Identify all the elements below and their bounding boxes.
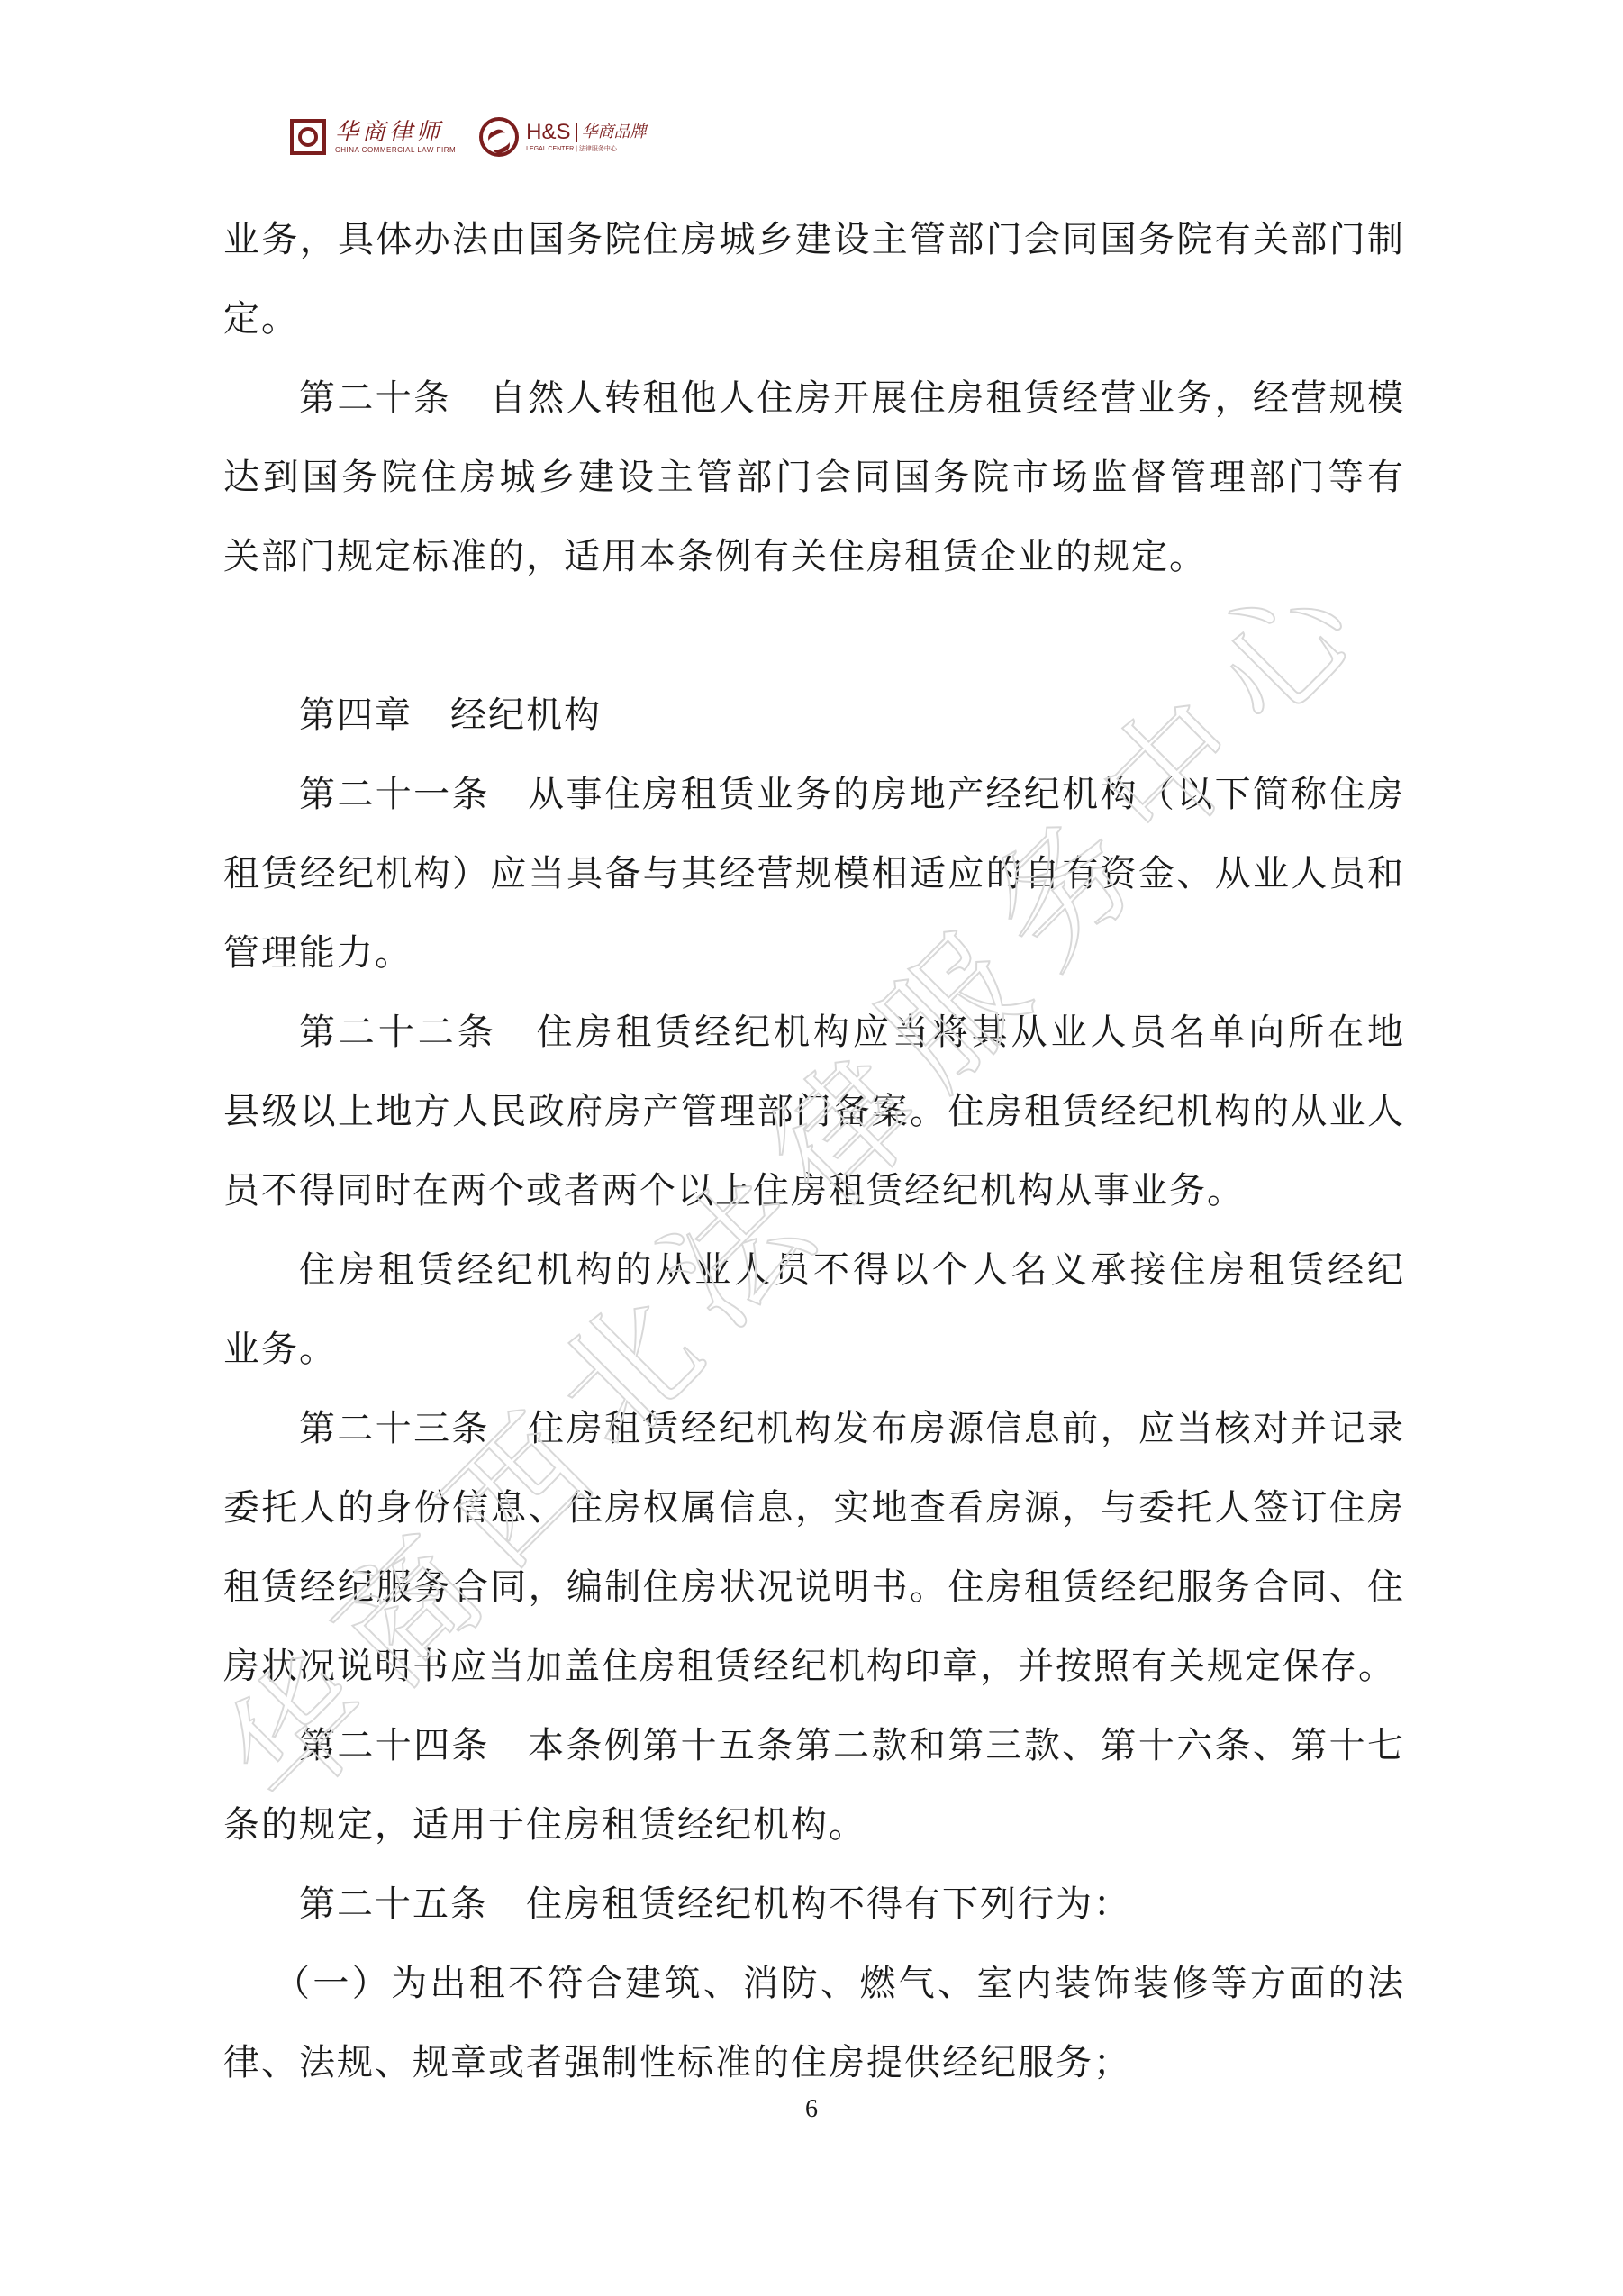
text-line: 管理能力。 [223, 932, 413, 974]
watermark-char: 商 [306, 1510, 513, 1717]
watermark-char: 法 [633, 1149, 840, 1357]
firm-name-en: CHINA COMMERCIAL LAW FIRM [335, 145, 457, 154]
document-body [223, 200, 1405, 2102]
paragraph-gap [223, 596, 1405, 676]
text-line: 房状况说明书应当加盖住房租赁经纪机构印章，并按照有关规定保存。 [223, 1646, 1396, 1687]
paragraph [223, 1706, 1405, 1865]
text-line: 第二十四条 本条例第十五条第二款和第三款、第十六条、第十七 [299, 1725, 1405, 1766]
text-line: 第四章 经纪机构 [299, 694, 602, 736]
watermark-char: 西 [415, 1389, 622, 1596]
hs-mark: H&S [526, 120, 571, 144]
text-line: （一）为出租不符合建筑、消防、燃气、室内装饰装修等方面的法 [274, 1963, 1405, 2004]
hs-subtitle: LEGAL CENTER | 法律服务中心 [526, 146, 617, 152]
paragraph [223, 1230, 1405, 1389]
text-line: 第二十三条 住房租赁经纪机构发布房源信息前，应当核对并记录 [299, 1408, 1405, 1449]
paragraph [223, 358, 1405, 596]
square-seal-icon [290, 119, 326, 155]
paragraph [223, 993, 1405, 1230]
watermark-char: 华 [197, 1629, 404, 1837]
text-line: 委托人的身份信息、住房权属信息，实地查看房源，与委托人签订住房 [223, 1487, 1405, 1529]
watermark-char: 心 [1179, 549, 1386, 756]
text-line: 第二十二条 住房租赁经纪机构应当将其从业人员名单向所在地 [299, 1012, 1405, 1053]
text-line: 员不得同时在两个或者两个以上住房租赁经纪机构从事业务。 [223, 1170, 1245, 1212]
watermark-char: 服 [852, 909, 1059, 1116]
text-line: 第二十条 自然人转租他人住房开展住房租赁经营业务，经营规模 [299, 377, 1405, 419]
paragraph [223, 755, 1405, 996]
paragraph [223, 1865, 1405, 1944]
circle-emblem-icon [479, 117, 519, 157]
text-line: 业务。 [223, 1329, 337, 1370]
paragraph [223, 1389, 1405, 1706]
legal-center-logo [479, 117, 646, 157]
text-line: 律、法规、规章或者强制性标准的住房提供经纪服务； [223, 2042, 1131, 2083]
firm-name-cn: 华商律师 [335, 118, 444, 146]
text-line: 住房租赁经纪机构的从业人员不得以个人名义承接住房租赁经纪 [299, 1249, 1405, 1291]
watermark-char: 律 [742, 1029, 950, 1236]
text-line: 租赁经纪服务合同，编制住房状况说明书。住房租赁经纪服务合同、住 [223, 1566, 1405, 1608]
text-line: 达到国务院住房城乡建设主管部门会同国务院市场监督管理部门等有 [223, 457, 1405, 498]
page-number: 6 [805, 2095, 818, 2123]
paragraph [223, 1944, 1405, 2102]
text-line: 租赁经纪机构）应当具备与其经营规模相适应的自有资金、从业人员和 [223, 853, 1405, 894]
law-firm-logo [290, 119, 456, 155]
hs-name-cn: 华商品牌 [581, 123, 647, 141]
logo-divider [576, 123, 577, 142]
watermark-char: 务 [961, 789, 1168, 996]
text-line: 第二十一条 从事住房租赁业务的房地产经纪机构（以下简称住房 [299, 774, 1405, 815]
text-line: 县级以上地方人民政府房产管理部门备案。住房租赁经纪机构的从业人 [223, 1091, 1405, 1132]
paragraph [223, 676, 1405, 755]
text-line: 业务，具体办法由国务院住房城乡建设主管部门会同国务院有关部门制 [223, 219, 1405, 260]
text-line: 定。 [223, 298, 299, 340]
text-line: 第二十五条 住房租赁经纪机构不得有下列行为： [299, 1883, 1131, 1925]
watermark-char: 中 [1070, 668, 1277, 876]
page-header [290, 110, 647, 164]
text-line: 关部门规定标准的，适用本条例有关住房租赁企业的规定。 [223, 536, 1207, 577]
watermark-char: 北 [524, 1269, 731, 1476]
paragraph [223, 200, 1405, 358]
text-line: 条的规定，适用于住房租赁经纪机构。 [223, 1804, 866, 1846]
